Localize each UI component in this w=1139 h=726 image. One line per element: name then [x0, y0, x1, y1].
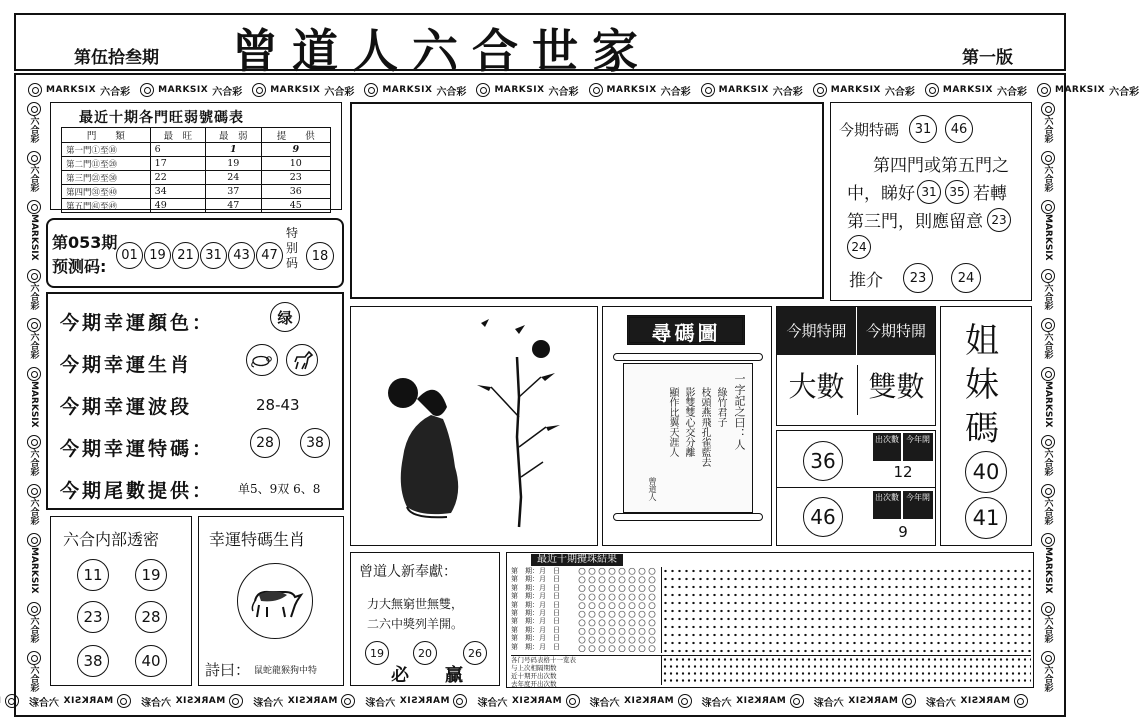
scroll-heading: 一字記之曰：人 — [733, 373, 746, 450]
flower-icon — [813, 83, 827, 97]
flower-icon — [27, 533, 41, 547]
tips-number: 23 — [987, 208, 1011, 232]
table-row: 第二門⑪至⑳ 17 19 10 — [62, 157, 331, 171]
flower-icon — [27, 484, 41, 498]
lucky-special-number: 38 — [300, 428, 330, 458]
scroll-verse-4: 顯作比翼天涯人 — [667, 387, 678, 457]
center-blank-box — [350, 102, 824, 299]
flower-icon — [27, 367, 41, 381]
forecast-special-number: 18 — [306, 242, 334, 270]
rat-icon — [246, 344, 278, 376]
table-row: 第一門①至⑩ 6 1 9 — [62, 143, 331, 157]
flower-icon — [678, 694, 692, 708]
flower-icon — [925, 83, 939, 97]
gift-title: 曾道人新奉獻： — [359, 564, 457, 580]
table-row: 第五門㊶至㊾ 49 47 45 — [62, 199, 331, 213]
flower-icon — [1041, 318, 1055, 332]
flower-icon — [1041, 602, 1055, 616]
tips-special-number: 46 — [945, 115, 973, 143]
sisters-box — [940, 306, 1032, 546]
gift-win: 必 贏 — [391, 665, 463, 686]
opens-count-label: 出次數 — [873, 433, 901, 461]
flower-icon — [1041, 367, 1055, 381]
flower-icon — [117, 694, 131, 708]
inside-number: 28 — [135, 601, 167, 633]
flower-icon — [453, 694, 467, 708]
scroll-title: 尋碼圖 — [627, 315, 745, 345]
flower-icon — [1041, 651, 1055, 665]
gift-line-2: 二六中獎列羊開。 — [367, 617, 464, 631]
tips-line-1: 第四門或第五門之 — [873, 156, 1009, 176]
tips-number: 24 — [847, 235, 871, 259]
flower-icon — [1041, 484, 1055, 498]
opens-year-label: 今年開 — [903, 491, 933, 519]
scroll-signature: 曾道人 — [648, 477, 657, 501]
zodiac-poem-row — [205, 659, 317, 680]
flower-icon — [27, 318, 41, 332]
opens-big-label: 今期特開 — [777, 307, 856, 355]
inside-number: 19 — [135, 559, 167, 591]
zodiac-poem-label: 詩曰： — [205, 661, 251, 679]
tips-special-number: 31 — [909, 115, 937, 143]
flower-icon — [140, 83, 154, 97]
flower-icon — [252, 83, 266, 97]
tips-box — [830, 102, 1032, 301]
flower-icon — [476, 83, 490, 97]
bottom-brand-strip: MARKSIX 六合彩 MARKSIX 六合彩 MARKSIX 六合彩 MARKSIX 六合彩 MARKSIX 六合彩 MARKSIX 六合彩 MARKSIX 六合彩 MARKSIX 六合彩 MARKSIX 六合彩 — [28, 693, 1028, 709]
flower-icon — [5, 694, 19, 708]
scroll-bottom-rod — [613, 513, 763, 521]
lucky-tail-label: 今期尾數提供： — [60, 480, 215, 502]
inside-number: 40 — [135, 645, 167, 677]
sisters-number: 40 — [965, 451, 1007, 493]
flower-icon — [790, 694, 804, 708]
flower-icon — [1041, 435, 1055, 449]
edition-label: 第一版 — [962, 48, 1013, 68]
forecast-issue: 第053期 — [52, 233, 118, 252]
flower-icon — [566, 694, 580, 708]
flower-icon — [1041, 102, 1055, 116]
forecast-number: 19 — [144, 242, 171, 269]
tips-recommend-row: 推介 23 24 — [849, 263, 981, 293]
lucky-special-label: 今期幸運特碼： — [60, 438, 215, 460]
forecast-number: 43 — [228, 242, 255, 269]
inside-title: 六合内部透密 — [63, 530, 160, 549]
table-row: 第四門㉛至㊵ 34 37 36 — [62, 185, 331, 199]
opens-row-divider — [777, 487, 935, 488]
flower-icon — [27, 200, 41, 214]
opens-box — [776, 306, 936, 426]
opens-count: 12 — [893, 463, 913, 481]
sisters-title-1: 姐 — [965, 321, 999, 361]
page-title: 曾道人六合世家 — [232, 24, 652, 78]
table-row: 第三門㉑至㉚ 22 24 23 — [62, 171, 331, 185]
table-header-row: 門 類 最 旺 最 弱 提 供 — [62, 128, 331, 143]
gift-number: 19 — [365, 641, 389, 665]
opens-number: 46 — [803, 497, 843, 537]
trend-table-box — [50, 102, 342, 210]
lucky-special-number: 28 — [250, 428, 280, 458]
trend-table — [61, 127, 331, 213]
header-bar — [14, 13, 1066, 78]
flower-icon — [27, 602, 41, 616]
flower-icon — [1041, 151, 1055, 165]
left-brand-strip: 六合彩 六合彩 MARKSIX 六合彩 六合彩 MARKSIX 六合彩 六合彩 MARKSIX 六合彩 六合彩 — [24, 102, 44, 690]
scroll-verse-1: 綠竹君子 — [715, 387, 726, 427]
lucky-color-value: 绿 — [270, 302, 300, 332]
scroll-verse-3: 影雙雙心交分離 — [683, 387, 694, 457]
inside-number: 23 — [77, 601, 109, 633]
results-footer-grid — [661, 655, 1031, 685]
flower-icon — [902, 694, 916, 708]
flower-icon — [28, 83, 42, 97]
flower-icon — [1041, 533, 1055, 547]
flower-icon — [1041, 200, 1055, 214]
flower-icon — [27, 435, 41, 449]
tips-line-3: 第三門，則應留意 23 — [847, 207, 1011, 232]
tips-special-row — [839, 115, 973, 143]
results-ball-grid — [577, 567, 657, 653]
opens-even-value: 雙數 — [857, 365, 935, 415]
opens-count-label: 出次數 — [873, 491, 901, 519]
forecast-number: 21 — [172, 242, 199, 269]
sisters-title-2: 妹 — [965, 365, 999, 405]
right-brand-strip: 六合彩 六合彩 MARKSIX 六合彩 六合彩 MARKSIX 六合彩 六合彩 MARKSIX 六合彩 六合彩 — [1038, 102, 1058, 690]
flower-icon — [27, 102, 41, 116]
results-dot-grid — [661, 567, 1031, 653]
flower-icon — [27, 151, 41, 165]
opens-stats-box — [776, 430, 936, 546]
flower-icon — [701, 83, 715, 97]
trend-table-title: 最近十期各門旺弱號碼表 — [79, 110, 244, 126]
flower-icon — [341, 694, 355, 708]
zodiac-box — [198, 516, 344, 686]
lucky-zodiac-label: 今期幸運生肖 — [60, 354, 193, 376]
tips-number: 31 — [917, 180, 941, 204]
forecast-box — [46, 218, 344, 288]
flower-icon — [1014, 694, 1028, 708]
opens-big-value: 大數 — [788, 370, 845, 403]
special-code-label: 特别码 — [286, 226, 299, 270]
results-box — [506, 552, 1034, 688]
ox-icon — [237, 563, 313, 639]
illustration-box — [350, 306, 598, 546]
scroll-box — [602, 306, 772, 546]
tips-number: 35 — [945, 180, 969, 204]
forecast-numbers — [116, 242, 283, 269]
gift-box — [350, 552, 500, 686]
opens-even-label: 今期特開 — [857, 307, 935, 355]
flower-icon — [229, 694, 243, 708]
recommend-number: 24 — [951, 263, 981, 293]
tips-special-label: 今期特碼 — [839, 120, 900, 139]
results-title: 最近十期攪珠結果 — [531, 554, 623, 566]
flower-icon — [364, 83, 378, 97]
flower-icon — [27, 651, 41, 665]
gift-line-1: 力大無窮世無雙， — [367, 597, 464, 611]
sisters-number: 41 — [965, 497, 1007, 539]
lucky-color-label: 今期幸運顏色： — [60, 312, 215, 334]
sisters-title-3: 碼 — [965, 409, 999, 449]
opens-year-label: 今年開 — [903, 433, 933, 461]
top-brand-strip: MARKSIX 六合彩 MARKSIX 六合彩 MARKSIX 六合彩 MARKSIX 六合彩 MARKSIX 六合彩 MARKSIX 六合彩 MARKSIX 六合彩 MARKSIX 六合彩 MARKSIX 六合彩 MARKSIX 六合彩 — [28, 82, 1028, 98]
gift-number: 20 — [413, 641, 437, 665]
results-labels: 第 期：月 日 第 期：月 日 第 期：月 日 第 期：月 日 第 期：月 日 第 期：月 日 第 期：月 日 第 期：月 日 第 期：月 日 第 期：月 日 — [511, 567, 560, 651]
flower-icon — [1037, 83, 1051, 97]
zodiac-box-title: 幸運特碼生肖 — [209, 530, 306, 549]
results-footer-labels: 各门号码表格十一览表 与上次相隔期数 近十期开出次数 去年度开出次数 — [511, 655, 661, 688]
forecast-number: 01 — [116, 242, 143, 269]
lucky-box — [46, 292, 344, 510]
issue-label: 第伍拾叁期 — [74, 48, 159, 68]
forecast-number: 47 — [256, 242, 283, 269]
inside-box — [50, 516, 192, 686]
flower-icon — [589, 83, 603, 97]
lucky-wave-label: 今期幸運波段 — [60, 396, 193, 418]
lady-bamboo-illustration — [351, 307, 597, 545]
zodiac-poem: 鼠蛇龍猴狗中特 — [254, 666, 318, 676]
inside-number: 38 — [77, 645, 109, 677]
flower-icon — [1041, 269, 1055, 283]
gift-number: 26 — [463, 641, 487, 665]
lucky-tail-value: 单5、9双 6、8 — [238, 482, 321, 496]
inside-number: 11 — [77, 559, 109, 591]
scroll-top-rod — [613, 353, 763, 361]
scroll-verse-2: 枝頭燕飛孔雀藍去 — [699, 387, 710, 467]
recommend-number: 23 — [903, 263, 933, 293]
forecast-label: 预测码: — [52, 257, 107, 276]
flower-icon — [27, 269, 41, 283]
opens-count: 9 — [898, 523, 908, 541]
forecast-number: 31 — [200, 242, 227, 269]
opens-number: 36 — [803, 441, 843, 481]
lucky-wave-value: 28-43 — [256, 396, 300, 414]
tips-line-2: 中，睇好 31 35 若轉 — [847, 179, 1007, 204]
horse-icon — [286, 344, 318, 376]
